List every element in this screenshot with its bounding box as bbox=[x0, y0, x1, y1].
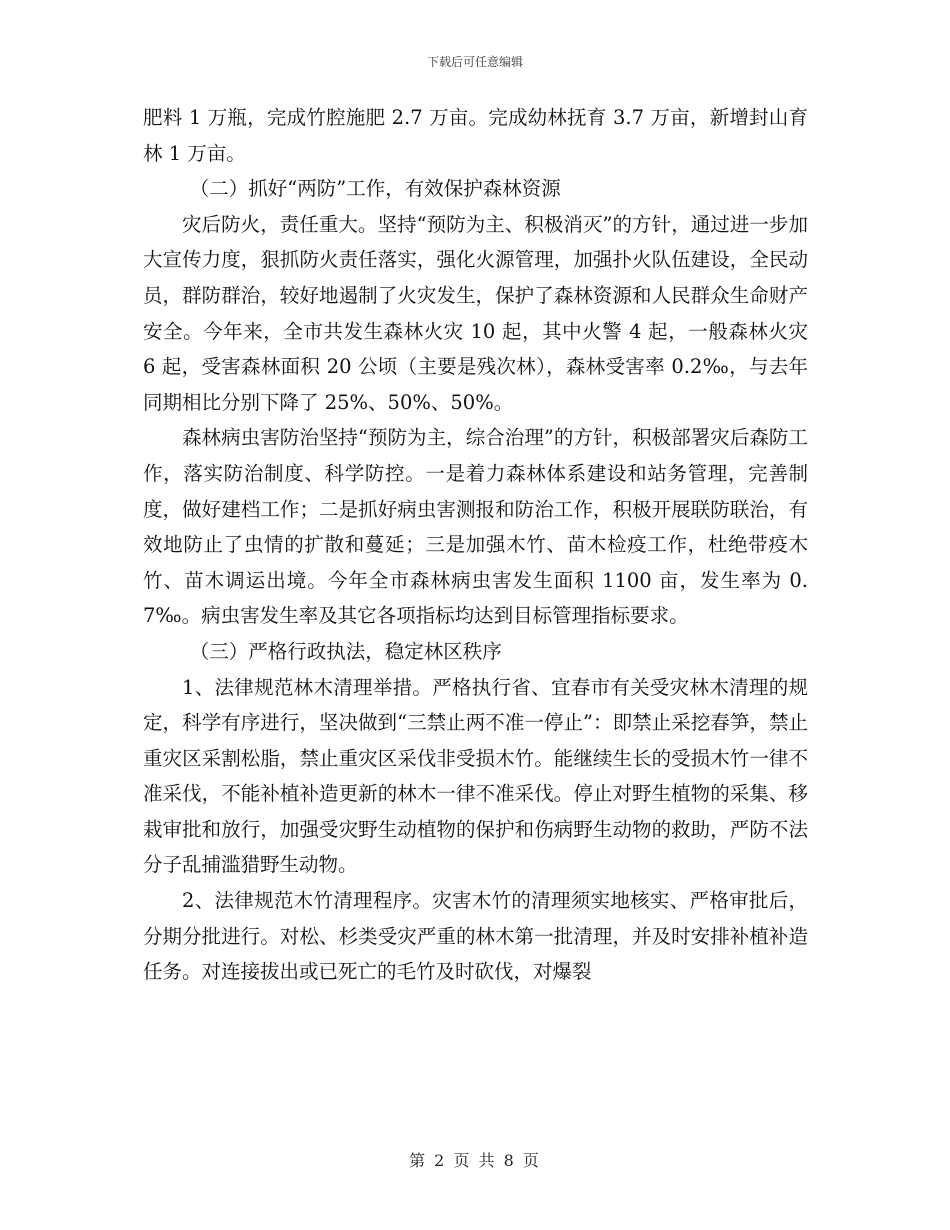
paragraph-continuation: 肥料 1 万瓶，完成竹腔施肥 2.7 万亩。完成幼林抚育 3.7 万亩，新增封山育林 1 万亩。 bbox=[143, 106, 808, 165]
paragraph-clearance-measures: 1、法律规范林木清理举措。严格执行省、宜春市有关受灾林木清理的规定，科学有序进行，坚决做到“三禁止两不准一停止”：即禁止采挖春笋，禁止重灾区采割松脂，禁止重灾区采伐非受损木竹。能继续生长的受损木竹一律不准采伐，不能补植补造更新的林木一律不准采伐。停止对野生植物的采集、移栽审批和放行，加强受灾野生动植物的保护和伤病野生动物的救助，严防不法分子乱捕滥猎野生动物。 bbox=[143, 675, 808, 877]
paragraph-fire-prevention: 灾后防火，责任重大。坚持“预防为主、积极消灭”的方针，通过进一步加大宣传力度，狠抓防火责任落实，强化火源管理，加强扑火队伍建设，全民动员，群防群治，较好地遏制了火灾发生，保护了森林资源和人民群众生命财产安全。今年来，全市共发生森林火灾 10 起，其中火警 4 起，一般森林火灾 6 起，受害森林面积 20 公顷（主要是残次林），森林受害率 0.2‰，与去年同期相比分别下降了 25%、50%、50%。 bbox=[143, 212, 808, 414]
section-heading-law-enforcement: （三）严格行政执法，稳定林区秩序 bbox=[189, 639, 502, 663]
paragraph-pest-control: 森林病虫害防治坚持“预防为主，综合治理”的方针，积极部署灾后森防工作，落实防治制度、科学防控。一是着力森林体系建设和站务管理，完善制度，做好建档工作；二是抓好病虫害测报和防治工作，积极开展联防联治，有效地防止了虫情的扩散和蔓延；三是加强木竹、苗木检疫工作，杜绝带疫木竹、苗木调运出境。今年全市森林病虫害发生面积 1100 亩，发生率为 0.7‰。病虫害发生率及其它各项指标均达到目标管理指标要求。 bbox=[143, 426, 808, 628]
section-heading-two-prevention: （二）抓好“两防”工作，有效保护森林资源 bbox=[189, 177, 561, 201]
page-footer: 第 2 页 共 8 页 bbox=[409, 1151, 541, 1170]
paragraph-clearance-procedure: 2、法律规范木竹清理程序。灾害木竹的清理须实地核实、严格审批后，分期分批进行。对松、杉类受灾严重的林木第一批清理，并及时安排补植补造任务。对连接拔出或已死亡的毛竹及时砍伐，对爆裂 bbox=[143, 889, 808, 984]
page-header: 下载后可任意编辑 bbox=[426, 55, 523, 69]
document-body bbox=[143, 100, 808, 990]
